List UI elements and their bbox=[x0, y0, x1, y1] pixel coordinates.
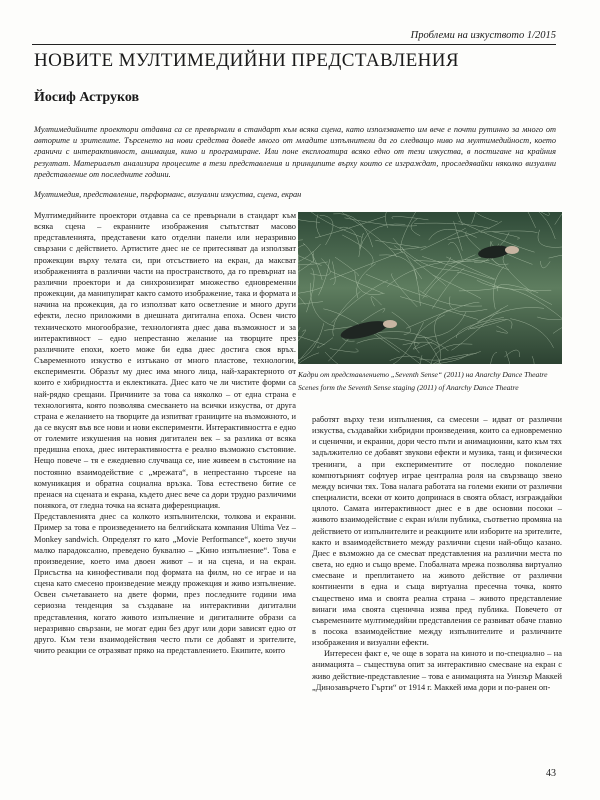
running-head: Проблеми на изкуството 1/2015 bbox=[410, 30, 556, 41]
article-author: Йосиф Аструков bbox=[34, 90, 140, 105]
caption-bulgarian: Кадри от представлението „Seventh Sense“ (2011) на Anarchy Dance Theatre bbox=[298, 370, 548, 379]
photo-image bbox=[298, 212, 562, 364]
abstract: Мултимедийните проектори отдавна са се превърнали в стандарт към всяка сцена, като използването им вече е почти рутинно за много от авторите и зрителите. Търсенето на нови средства доведе много от младите изпълнители да го следващо ниво на мултимедийност, което граничи с интерактивност, анимация, кино и програмиране. Или поне експлоатира всяко едно от тези изкуства, в постигане на крайния резултат. Материалът анализира процесите в тези представления и принципите върху които се изграждат, проследявайки няколко визуални представление от последните години. bbox=[34, 125, 556, 179]
header-rule bbox=[32, 44, 556, 45]
photo-caption bbox=[298, 370, 548, 397]
body-column-left bbox=[34, 210, 296, 656]
performance-photo bbox=[298, 212, 562, 364]
body-paragraph: работят върху тези изпълнения, са смесени – идват от различни изкуства, създавайки хибридни произведения, които са едновременно и сценични, и екранни, дори често пъти и анимационни, като към тях задължително се добавят звукови ефекти и музика, танц и физически тренинги, а при експериментите от последно поколение компютърният софтуер играе централна роля на свързващо звено между всички тях. Това налага работата на големи екипи от различни специалисти, всеки от които допринася в своята област, изграждайки цялото. Самата интерактивност днес е в две основни посоки – живото взаимодействие с екран и/или публика, съответно промяна на действието от изпълнителите и реакциите или изборите на зрителите, както и взаимодействието между различни сцени най-общо казано. Днес е възможно да се смесват представления на различни места по света, но едно и също време. Глобалната мрежа позволява виртуално смесване и преплитането на живото действие от различни континенти в една и съща виртуална пресечна точка, която съществено има и своята реална страна – живото представление винаги има своята сценична изява пред публика. Повечето от съвременните мултимедийни представления се развиват обаче главно в посока взаимодействие между изпълнителите и различните изображения и визуални ефекти. bbox=[312, 415, 562, 648]
body-paragraph: Интересен факт е, че още в зората на киното и по-специално – на анимацията – съществува опит за интерактивно смесване на екран с живо действие-представление – това е анимацията на Уинзър Маккей „Динозавърчето Гърти“ от 1914 г. Маккей има дори и по-ранен оп- bbox=[312, 649, 562, 692]
caption-english: Scenes form the Seventh Sense staging (2011) of Anarchy Dance Theatre bbox=[298, 383, 519, 393]
body-paragraph: Мултимедийните проектори отдавна са се превърнали в стандарт към всяка сцена – екранните изображения съпътстват масово представленията, представени като отделни панели или неразривно свързани с действието. Артистите днес не се притесняват да използват прожекции върху телата си, при отсъствието на екран, да максват изображенията в различни части на пространството, да го превърнат на различни проектори и да синхронизират множество едновременни прожекции, да манипулират както самото изображение, така и формата и начина на прожекция, да го използват като осветление и много други ефекти, лесно приложими в днешната дигитална епоха. Освен чисто техническото многообразие, технологията днес дава възможност и за интерактивност – едно непрестанно желание на творците през различните епохи, което може би едва днес достига своя връх. Съвременното изкуство е изтъкано от много пластове, технологии, експерименти. Образът му днес има много лица, най-характерното от които е хибридността и еклектиката. Днес като че ли чистите форми са най-рядко срещани. Причините за това са няколко – от една страна е технологията, която позволява смесването на всички изкуства, от друга страна е желанието на творците да изпитват границите на възможното, и да се вкусят във все нови и нови експерименти. Интерактивността е едно от големите изкушения на новия дигитален век – за разлика от всяка предишна епоха, днес интерактивността е реално възможно състояние. Нещо повече – тя е ежедневно случваща се, ние живеем в състояние на постоянно взаимодействие с „мрежата“, в непрестанно търсене на комуникация и обратна социална връзка. Това естествено битие се пренася на сцената и екрана, където днес вече са дори трудно различими понякога, от гледна точка на ясната диференциация. bbox=[34, 211, 296, 511]
article-title: НОВИТЕ МУЛТИМЕДИЙНИ ПРЕДСТАВЛЕНИЯ bbox=[34, 50, 459, 71]
page-number: 43 bbox=[546, 768, 556, 779]
body-column-right bbox=[312, 414, 562, 693]
body-paragraph: Представленията днес са колкото изпълнителски, толкова и екранни. Пример за това е произведението на белгийската компания Ultima Vez – Monkey sandwich. Определят го като „Movie Performance“, което звучи малко парадоксално, преведено буквално – „Кино изпълнение“. Това е произведение, което има двоен живот – и на сцена, и на екран. Присъства на кинофестивали под формата на филм, но се играе и на сцена като смесено произведение между прожекция и живо изпълнение. Освен съчетаването на двете форми, през последните години има сериозна тенденция за създаване на интерактивни дигитални представления, когато живото изпълнение и дигиталните образи са неразривно свързани, не могат един без друг или дори зависят едно от друго. Към тези взаимодействия често пъти се добавят и зрителите, чиито реакции се отразяват пряко на представлението. Екипите, които bbox=[34, 512, 296, 656]
keywords: Мултимедия, представление, пърформанс, визуални изкуства, сцена, екран bbox=[34, 190, 302, 199]
